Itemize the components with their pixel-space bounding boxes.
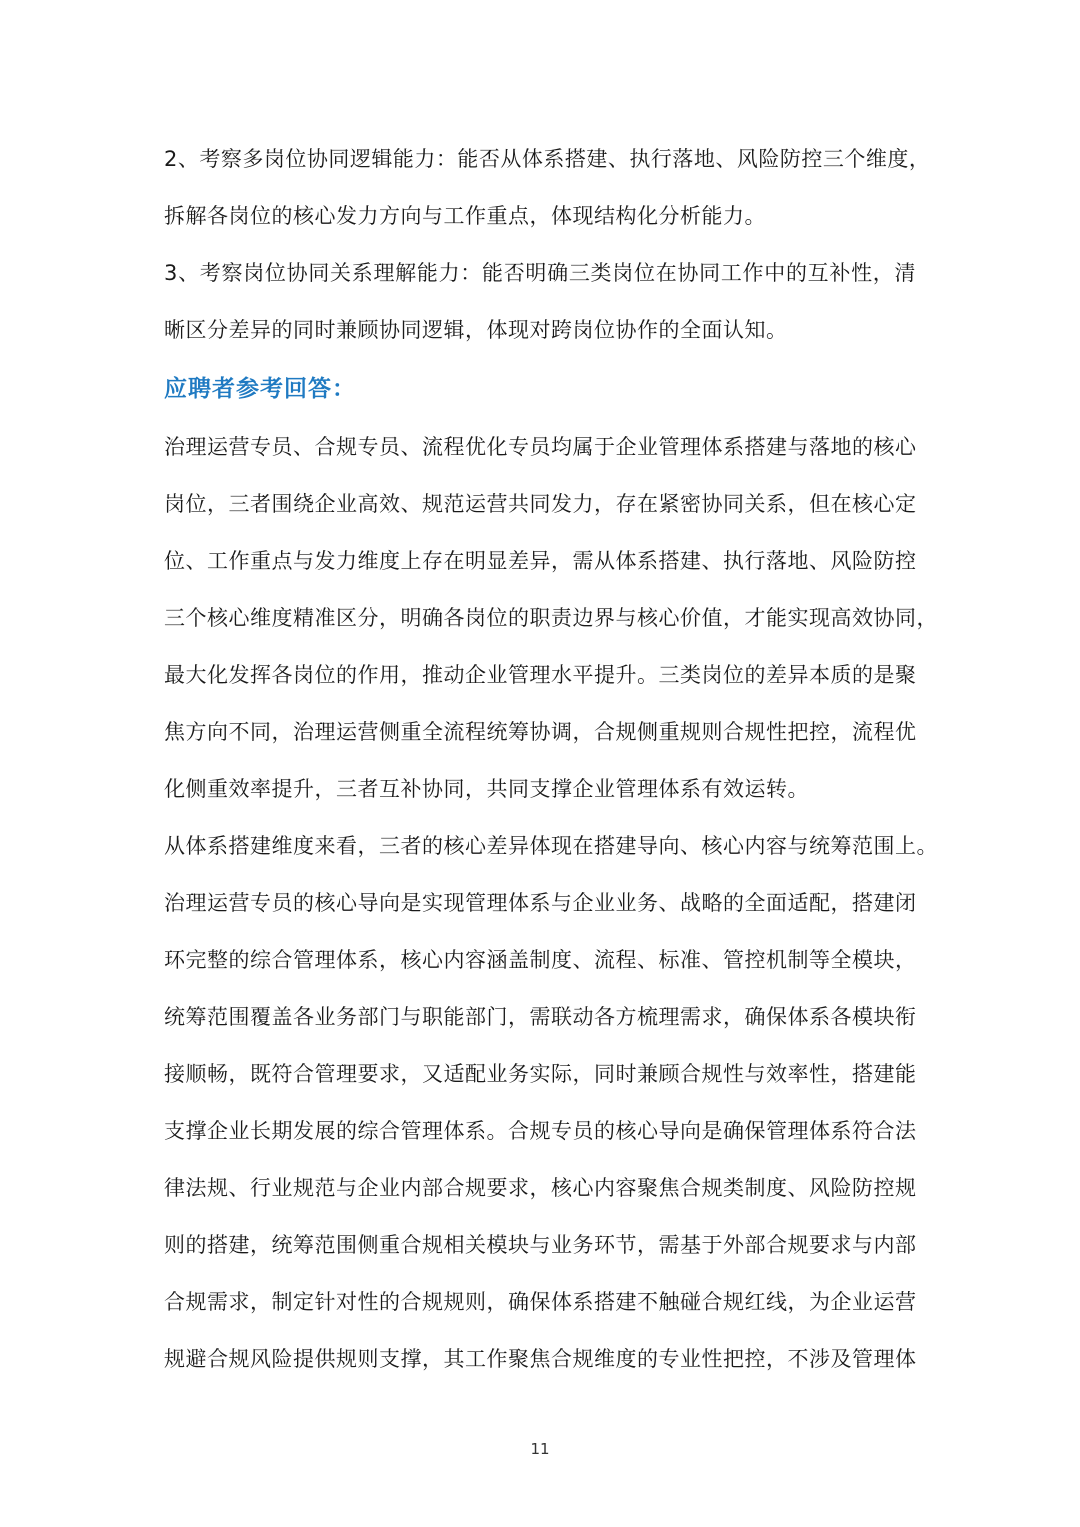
page-number: 11 xyxy=(530,1440,550,1458)
text-line: 晰区分差异的同时兼顾协同逻辑，体现对跨岗位协作的全面认知。 xyxy=(164,318,788,342)
text-line: 律法规、行业规范与企业内部合规要求，核心内容聚焦合规类制度、风险防控规 xyxy=(164,1176,917,1200)
text-line: 则的搭建，统筹范围侧重合规相关模块与业务环节，需基于外部合规要求与内部 xyxy=(164,1233,917,1257)
text-line: 焦方向不同，治理运营侧重全流程统筹协调，合规侧重规则合规性把控，流程优 xyxy=(164,720,917,744)
text-line: 合规需求，制定针对性的合规规则，确保体系搭建不触碰合规红线，为企业运营 xyxy=(164,1290,917,1314)
text-line: 统筹范围覆盖各业务部门与职能部门，需联动各方梳理需求，确保体系各模块衔 xyxy=(164,1005,917,1029)
text-line: 支撑企业长期发展的综合管理体系。合规专员的核心导向是确保管理体系符合法 xyxy=(164,1119,917,1143)
text-line: 最大化发挥各岗位的作用，推动企业管理水平提升。三类岗位的差异本质的是聚 xyxy=(164,663,917,687)
point-3 xyxy=(164,245,916,359)
text-line: 位、工作重点与发力维度上存在明显差异，需从体系搭建、执行落地、风险防控 xyxy=(164,549,917,573)
text-line: 规避合规风险提供规则支撑，其工作聚焦合规维度的专业性把控，不涉及管理体 xyxy=(164,1347,917,1371)
paragraph-2 xyxy=(164,818,938,1388)
text-line: 三个核心维度精准区分，明确各岗位的职责边界与核心价值，才能实现高效协同， xyxy=(164,606,938,630)
text-line: 岗位，三者围绕企业高效、规范运营共同发力，存在紧密协同关系，但在核心定 xyxy=(164,492,917,516)
point-2 xyxy=(164,131,931,245)
text-line: 化侧重效率提升，三者互补协同，共同支撑企业管理体系有效运转。 xyxy=(164,777,809,801)
section-heading: 应聘者参考回答： xyxy=(164,376,356,402)
text-line: 3、考察岗位协同关系理解能力：能否明确三类岗位在协同工作中的互补性，清 xyxy=(164,261,916,285)
document-page xyxy=(164,131,938,1388)
text-line: 治理运营专员、合规专员、流程优化专员均属于企业管理体系搭建与落地的核心 xyxy=(164,435,917,459)
text-line: 2、考察多岗位协同逻辑能力：能否从体系搭建、执行落地、风险防控三个维度， xyxy=(164,147,931,171)
text-line: 从体系搭建维度来看，三者的核心差异体现在搭建导向、核心内容与统筹范围上。 xyxy=(164,834,938,858)
text-line: 环完整的综合管理体系，核心内容涵盖制度、流程、标准、管控机制等全模块， xyxy=(164,948,917,972)
paragraph-1 xyxy=(164,419,938,818)
text-line: 拆解各岗位的核心发力方向与工作重点，体现结构化分析能力。 xyxy=(164,204,766,228)
text-line: 治理运营专员的核心导向是实现管理体系与企业业务、战略的全面适配，搭建闭 xyxy=(164,891,917,915)
text-line: 接顺畅，既符合管理要求，又适配业务实际，同时兼顾合规性与效率性，搭建能 xyxy=(164,1062,917,1086)
